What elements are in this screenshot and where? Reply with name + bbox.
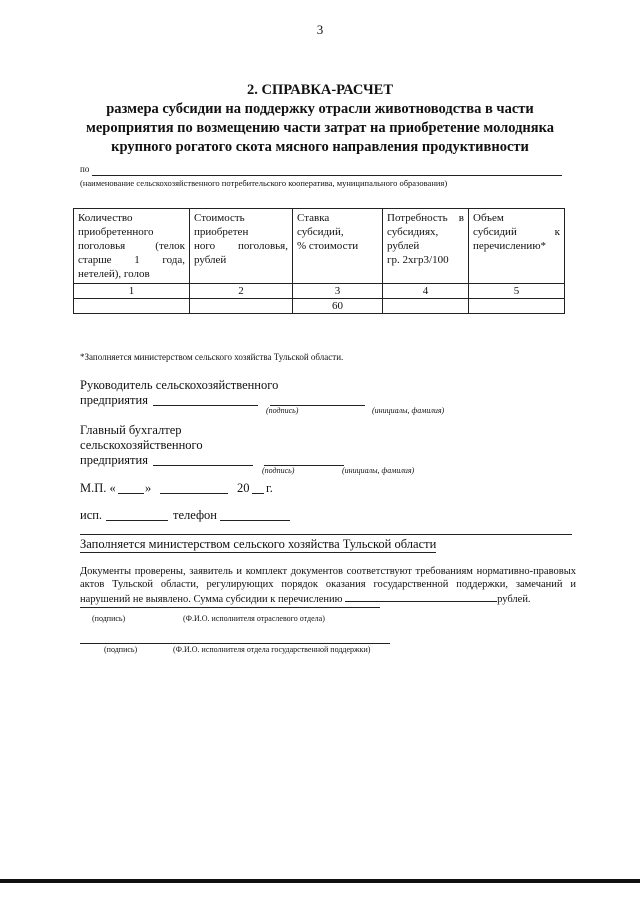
- accountant-signature-field[interactable]: [153, 465, 253, 466]
- industry-sign-caption: (подпись): [92, 614, 126, 623]
- phone-label: телефон: [173, 508, 217, 522]
- year-prefix: 20: [237, 481, 250, 495]
- col-number: 1: [74, 284, 190, 299]
- head-label-line-1: Руководитель сельскохозяйственного: [80, 378, 279, 392]
- header-rate: Ставка субсидий, % стоимости: [293, 209, 383, 284]
- accountant-label-line-3: предприятия: [80, 453, 148, 467]
- executor-field[interactable]: [106, 520, 168, 521]
- head-sign-caption: (подпись): [266, 406, 299, 415]
- month-field[interactable]: [160, 493, 228, 494]
- head-label-line-2: предприятия: [80, 393, 148, 407]
- ministry-verification-text: Документы проверены, заявитель и комплект документов соответствуют требованиям нормативно-правовых актов Тульской области, регулирующих порядок оказания государственной поддержки, замечаний и нарушений не выявлено. Сумма субсидии к перечислению рублей.: [80, 566, 576, 605]
- day-field[interactable]: [118, 493, 144, 494]
- subsidy-table: [73, 208, 565, 314]
- header-need: Потребность в субсидиях, рублей гр. 2хгр3/100: [383, 209, 469, 284]
- subsidy-amount-field[interactable]: [345, 591, 497, 602]
- accountant-label-line-2: сельскохозяйственного: [80, 438, 203, 452]
- footnote: *Заполняется министерством сельского хозяйства Тульской области.: [80, 352, 344, 362]
- page-number: 3: [316, 22, 324, 37]
- col-number: 2: [190, 284, 293, 299]
- industry-signature-line[interactable]: [80, 607, 380, 608]
- org-name-field[interactable]: [92, 175, 562, 176]
- header-transfer: Объем субсидий к перечислению*: [469, 209, 565, 284]
- col-number: 3: [293, 284, 383, 299]
- table-number-row: [74, 284, 565, 299]
- document-title: 2. СПРАВКА-РАСЧЕТ: [246, 82, 394, 98]
- value-transfer[interactable]: [469, 299, 565, 314]
- header-quantity: Количество приобретенного поголовья (телок старше 1 года, нетелей), голов: [74, 209, 190, 284]
- phone-field[interactable]: [220, 520, 290, 521]
- col-number: 4: [383, 284, 469, 299]
- org-caption: (наименование сельскохозяйственного потребительского кооператива, муниципального образования): [80, 178, 448, 188]
- page-bottom-rule: [0, 879, 640, 883]
- executor-label: исп.: [80, 508, 103, 522]
- support-name-caption: (Ф.И.О. исполнителя отдела государственной поддержки): [173, 645, 371, 654]
- document-subtitle-line-2: мероприятия по возмещению части затрат на приобретение молодняка: [85, 120, 555, 136]
- stamp-quote-close: »: [145, 481, 152, 495]
- value-rate: 60: [293, 299, 383, 314]
- col-number: 5: [469, 284, 565, 299]
- table-value-row: [74, 299, 565, 314]
- accountant-label-line-1: Главный бухгалтер: [80, 423, 182, 437]
- year-suffix: г.: [266, 481, 273, 495]
- year-field[interactable]: [252, 493, 264, 494]
- industry-name-caption: (Ф.И.О. исполнителя отраслевого отдела): [183, 614, 325, 623]
- accountant-sign-caption: (подпись): [262, 466, 295, 475]
- org-prefix: по: [80, 164, 90, 174]
- support-sign-caption: (подпись): [104, 645, 138, 654]
- value-cost[interactable]: [190, 299, 293, 314]
- section-divider: [80, 534, 572, 535]
- stamp-label: М.П. «: [80, 481, 116, 495]
- header-cost: Стоимость приобретен ного поголовья, рублей: [190, 209, 293, 284]
- table-header-row: [74, 209, 565, 284]
- ministry-section-heading: Заполняется министерством сельского хозяйства Тульской области: [80, 537, 437, 551]
- support-signature-line[interactable]: [80, 643, 390, 644]
- document-subtitle-line-1: размера субсидии на поддержку отрасли животноводства в части: [106, 101, 534, 117]
- head-name-caption: (инициалы, фамилия): [372, 406, 445, 415]
- value-quantity[interactable]: [74, 299, 190, 314]
- accountant-name-caption: (инициалы, фамилия): [342, 466, 415, 475]
- head-signature-field[interactable]: [153, 405, 258, 406]
- value-need[interactable]: [383, 299, 469, 314]
- document-subtitle-line-3: крупного рогатого скота мясного направления продуктивности: [111, 139, 529, 155]
